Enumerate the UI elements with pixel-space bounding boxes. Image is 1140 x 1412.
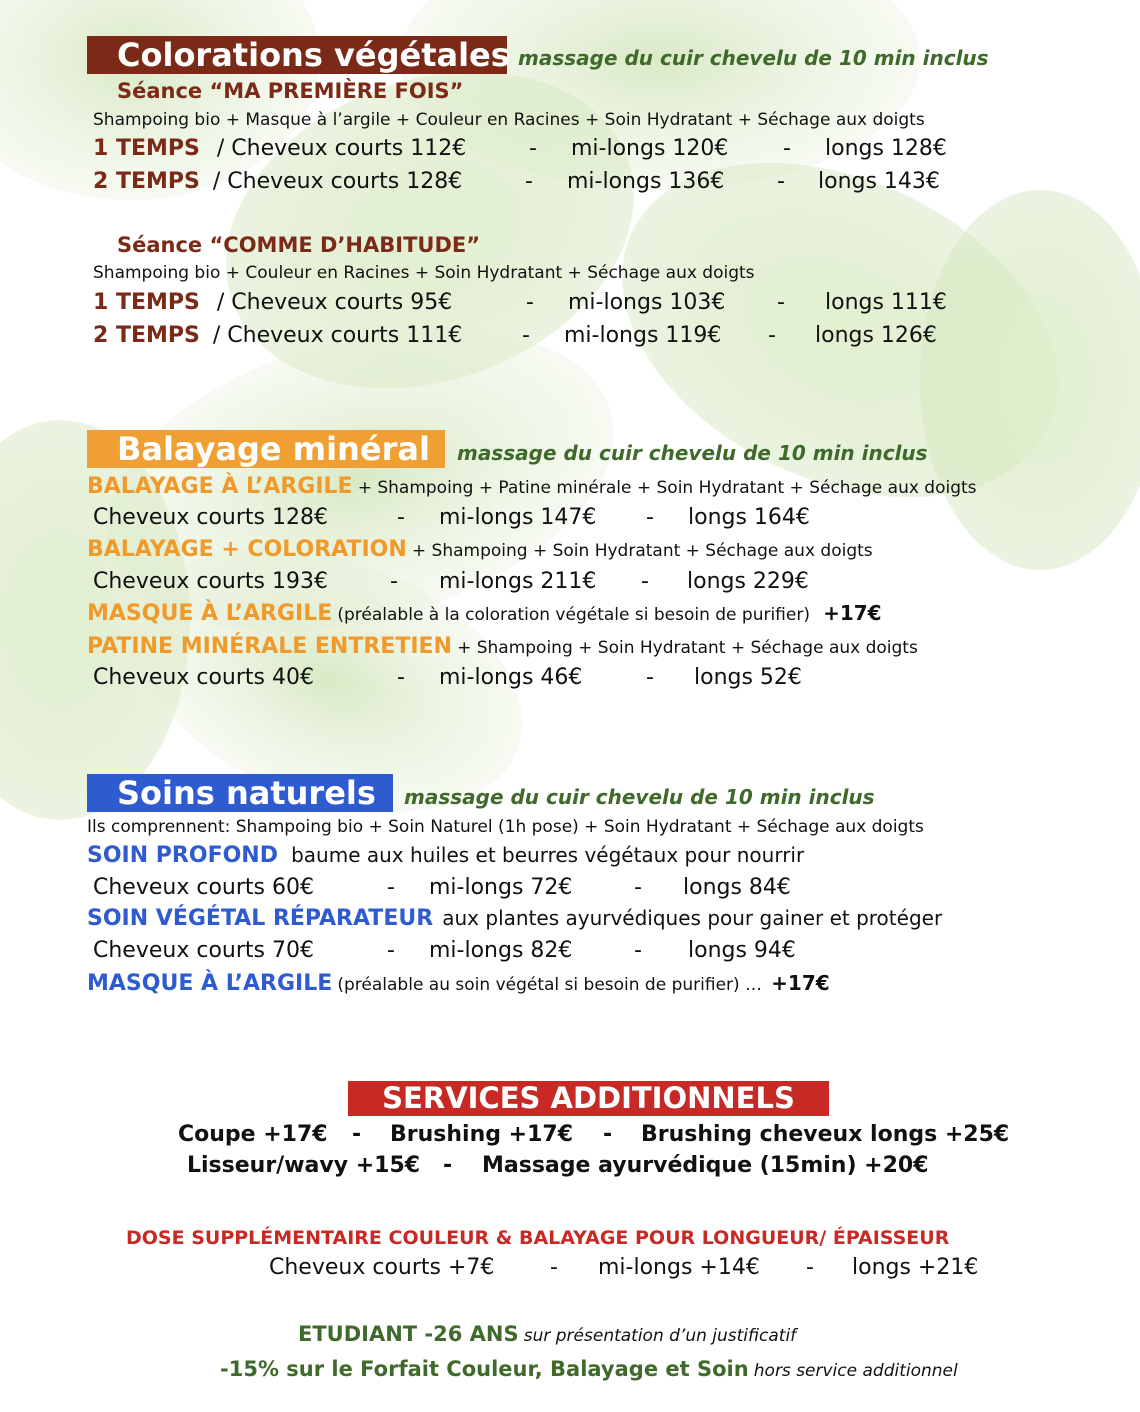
price-longs: longs 111€ bbox=[825, 290, 947, 315]
item-desc: aux plantes ayurvédiques pour gainer et protéger bbox=[442, 906, 943, 930]
price-courts: / Cheveux courts 95€ bbox=[216, 290, 453, 315]
etudiant-line bbox=[298, 1322, 796, 1346]
service-brushing: Brushing +17€ bbox=[390, 1122, 574, 1147]
item-label: PATINE MINÉRALE ENTRETIEN bbox=[87, 634, 452, 659]
item-price: +17€ bbox=[823, 601, 882, 625]
sep: - bbox=[603, 1122, 613, 1147]
price-mi-longs: mi-longs 72€ bbox=[429, 875, 573, 900]
price-longs: longs 143€ bbox=[818, 169, 940, 194]
item-label: BALAYAGE À L’ARGILE bbox=[87, 474, 353, 499]
price-courts: / Cheveux courts 111€ bbox=[212, 323, 463, 348]
sep: - bbox=[646, 505, 654, 530]
price-mi-longs: mi-longs 82€ bbox=[429, 938, 573, 963]
dose-longs: longs +21€ bbox=[852, 1255, 979, 1280]
price-longs: longs 84€ bbox=[683, 875, 791, 900]
price-longs: longs 164€ bbox=[688, 505, 810, 530]
soin-vegetal-line bbox=[87, 906, 942, 931]
dose-mi-longs: mi-longs +14€ bbox=[598, 1255, 760, 1280]
price-courts: Cheveux courts 193€ bbox=[93, 569, 328, 594]
item-desc: baume aux huiles et beurres végétaux pour nourrir bbox=[291, 843, 805, 867]
balayage-note: massage du cuir chevelu de 10 min inclus bbox=[457, 441, 928, 465]
section-title-soins: Soins naturels bbox=[87, 774, 393, 812]
service-lisseur: Lisseur/wavy +15€ bbox=[187, 1153, 421, 1178]
sep: - bbox=[634, 938, 642, 963]
price-courts: Cheveux courts 128€ bbox=[93, 505, 328, 530]
sep: - bbox=[634, 875, 642, 900]
sep: - bbox=[777, 169, 785, 194]
service-coupe: Coupe +17€ bbox=[178, 1122, 328, 1147]
dose-courts: Cheveux courts +7€ bbox=[269, 1255, 495, 1280]
sep: - bbox=[777, 290, 785, 315]
item-label: BALAYAGE + COLORATION bbox=[87, 537, 407, 562]
section-title-colorations: Colorations végétales bbox=[87, 36, 507, 74]
sep: - bbox=[783, 136, 791, 161]
premiere-row-2 bbox=[93, 169, 462, 194]
session-premiere-desc: Shampoing bio + Masque à l’argile + Couleur en Racines + Soin Hydratant + Séchage aux doigts bbox=[93, 110, 925, 130]
sep: - bbox=[390, 569, 398, 594]
price-longs: longs 94€ bbox=[688, 938, 796, 963]
sep: - bbox=[525, 169, 533, 194]
price-courts: Cheveux courts 70€ bbox=[93, 938, 314, 963]
sep: - bbox=[526, 290, 534, 315]
sep: - bbox=[443, 1153, 453, 1178]
sep: - bbox=[646, 665, 654, 690]
colorations-note: massage du cuir chevelu de 10 min inclus bbox=[518, 46, 989, 70]
service-brushing-longs: Brushing cheveux longs +25€ bbox=[641, 1122, 1010, 1147]
forfait-note: hors service additionnel bbox=[753, 1361, 958, 1381]
service-massage: Massage ayurvédique (15min) +20€ bbox=[482, 1153, 929, 1178]
section-title-services: SERVICES ADDITIONNELS bbox=[348, 1081, 829, 1116]
habitude-row-1 bbox=[93, 290, 452, 315]
etudiant-note: sur présentation d’un justificatif bbox=[523, 1326, 797, 1346]
price-longs: longs 126€ bbox=[815, 323, 937, 348]
balayage-coloration-line bbox=[87, 537, 873, 562]
soin-profond-line bbox=[87, 843, 804, 868]
price-courts: / Cheveux courts 112€ bbox=[216, 136, 467, 161]
sep: - bbox=[352, 1122, 362, 1147]
row-label: 1 TEMPS bbox=[93, 290, 200, 315]
row-label: 1 TEMPS bbox=[93, 136, 200, 161]
forfait-line bbox=[220, 1357, 958, 1381]
item-desc: (préalable à la coloration végétale si besoin de purifier) bbox=[337, 605, 810, 625]
row-label: 2 TEMPS bbox=[93, 169, 200, 194]
price-courts: Cheveux courts 60€ bbox=[93, 875, 314, 900]
item-price: +17€ bbox=[771, 971, 830, 995]
price-mi-longs: mi-longs 211€ bbox=[439, 569, 597, 594]
row-label: 2 TEMPS bbox=[93, 323, 200, 348]
sep: - bbox=[768, 323, 776, 348]
item-desc: (préalable au soin végétal si besoin de purifier) … bbox=[337, 975, 763, 995]
sep: - bbox=[387, 875, 395, 900]
sep: - bbox=[550, 1255, 558, 1280]
item-label: SOIN VÉGÉTAL RÉPARATEUR bbox=[87, 906, 434, 931]
dose-title: DOSE SUPPLÉMENTAIRE COULEUR & BALAYAGE POUR LONGUEUR/ ÉPAISSEUR bbox=[126, 1227, 950, 1249]
item-desc: + Shampoing + Patine minérale + Soin Hydratant + Séchage aux doigts bbox=[357, 478, 977, 498]
price-longs: longs 52€ bbox=[694, 665, 802, 690]
etudiant-label: ETUDIANT -26 ANS bbox=[298, 1322, 519, 1346]
session-premiere-title: Séance “MA PREMIÈRE FOIS” bbox=[117, 79, 464, 103]
balayage-masque-line bbox=[87, 601, 882, 626]
item-label: SOIN PROFOND bbox=[87, 843, 278, 868]
item-desc: + Shampoing + Soin Hydratant + Séchage aux doigts bbox=[411, 541, 873, 561]
price-longs: longs 128€ bbox=[825, 136, 947, 161]
sep: - bbox=[397, 665, 405, 690]
session-habitude-desc: Shampoing bio + Couleur en Racines + Soin Hydratant + Séchage aux doigts bbox=[93, 263, 755, 283]
soin-masque-line bbox=[87, 971, 830, 996]
price-mi-longs: mi-longs 119€ bbox=[564, 323, 722, 348]
price-mi-longs: mi-longs 46€ bbox=[439, 665, 583, 690]
sep: - bbox=[529, 136, 537, 161]
sep: - bbox=[806, 1255, 814, 1280]
price-mi-longs: mi-longs 147€ bbox=[439, 505, 597, 530]
sep: - bbox=[387, 938, 395, 963]
habitude-row-2 bbox=[93, 323, 462, 348]
item-label: MASQUE À L’ARGILE bbox=[87, 971, 333, 996]
price-courts: Cheveux courts 40€ bbox=[93, 665, 314, 690]
price-mi-longs: mi-longs 103€ bbox=[568, 290, 726, 315]
sep: - bbox=[522, 323, 530, 348]
price-mi-longs: mi-longs 120€ bbox=[571, 136, 729, 161]
section-title-balayage: Balayage minéral bbox=[87, 430, 445, 468]
session-habitude-title: Séance “COMME D’HABITUDE” bbox=[117, 233, 481, 257]
soins-note: massage du cuir chevelu de 10 min inclus bbox=[404, 785, 875, 809]
price-longs: longs 229€ bbox=[687, 569, 809, 594]
price-mi-longs: mi-longs 136€ bbox=[567, 169, 725, 194]
balayage-argile-line bbox=[87, 474, 977, 499]
sep: - bbox=[641, 569, 649, 594]
price-courts: / Cheveux courts 128€ bbox=[212, 169, 463, 194]
sep: - bbox=[397, 505, 405, 530]
item-desc: + Shampoing + Soin Hydratant + Séchage aux doigts bbox=[457, 638, 918, 658]
soins-intro: Ils comprennent: Shampoing bio + Soin Naturel (1h pose) + Soin Hydratant + Séchage aux doigts bbox=[87, 817, 924, 837]
balayage-patine-line bbox=[87, 634, 918, 659]
premiere-row-1 bbox=[93, 136, 466, 161]
forfait-label: -15% sur le Forfait Couleur, Balayage et Soin bbox=[220, 1357, 749, 1381]
item-label: MASQUE À L’ARGILE bbox=[87, 601, 333, 626]
